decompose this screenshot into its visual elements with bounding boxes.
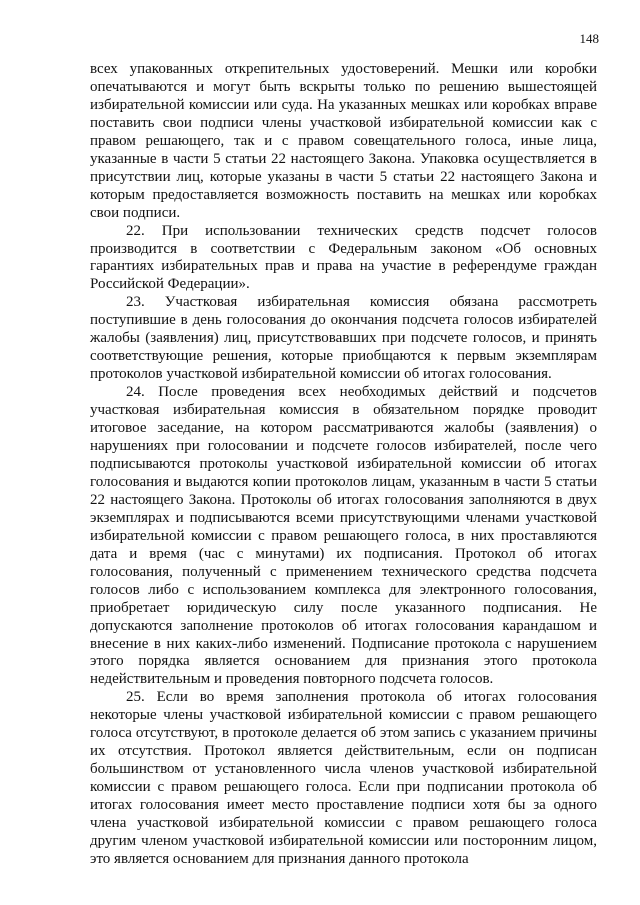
document-body [90,61,597,869]
paragraph-24: 24. После проведения всех необходимых действий и подсчетов участковая избирательная комиссия в обязательном порядке проводит итоговое заседание, на котором рассматриваются жалобы (заявления) о нарушениях при голосовании и подсчете голосов избирателей, после чего подписываются протоколы участковой избирательной комиссии об итогах голосования и выдаются копии протоколов лицам, указанным в части 5 статьи 22 настоящего Закона. Протоколы об итогах голосования заполняются в двух экземплярах и подписываются всеми присутствующими членами участковой избирательной комиссии с правом решающего голоса, в них проставляются дата и время (час с минутами) их подписания. Протокол об итогах голосования, полученный с применением технического средства подсчета голосов либо с использованием комплекса для электронного голосования, приобретает юридическую силу после указанного подписания. Не допускаются заполнение протоколов об итогах голосования карандашом и внесение в них каких-либо изменений. Подписание протокола с нарушением этого порядка является основанием для признания этого протокола недействительным и проведения повторного подсчета голосов. [90,384,597,688]
paragraph-continuation: всех упакованных открепительных удостоверений. Мешки или коробки опечатываются и могут быть вскрыты только по решению вышестоящей избирательной комиссии или суда. На указанных мешках или коробках вправе поставить свои подписи члены участковой избирательной комиссии как с правом решающего, так и с правом совещательного голоса, иные лица, указанные в части 5 статьи 22 настоящего Закона. Упаковка осуществляется в присутствии лиц, которые указаны в части 5 статьи 22 настоящего Закона и которым предоставляется возможность поставить на мешках или коробках свои подписи. [90,61,597,221]
paragraph-23: 23. Участковая избирательная комиссия обязана рассмотреть поступившие в день голосования до окончания подсчета голосов избирателей жалобы (заявления) лиц, присутствовавших при подсчете голосов, и принять соответствующие решения, которые приобщаются к первым экземплярам протоколов участковой избирательной комиссии об итогах голосования. [90,294,597,383]
paragraph-25: 25. Если во время заполнения протокола об итогах голосования некоторые члены участковой избирательной комиссии с правом решающего голоса отсутствуют, в протоколе делается об этом запись с указанием причины их отсутствия. Протокол является действительным, если он подписан большинством от установленного числа членов участковой избирательной комиссии с правом решающего голоса. Если при подписании протокола об итогах голосования имеет место проставление подписи хотя бы за одного члена участковой избирательной комиссии с правом решающего голоса другим членом участковой избирательной комиссии или посторонним лицом, это является основанием для признания данного протокола [90,689,597,867]
page-number: 148 [579,31,599,46]
paragraph-22: 22. При использовании технических средств подсчет голосов производится в соответствии с Федеральным законом «Об основных гарантиях избирательных прав и права на участие в референдуме граждан Российской Федерации». [90,222,597,293]
